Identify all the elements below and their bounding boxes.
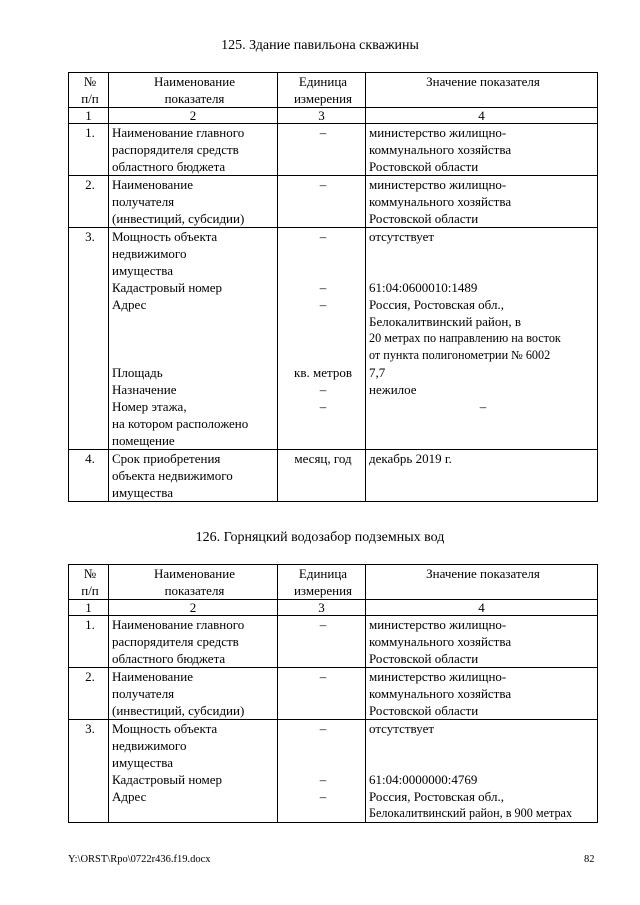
header-text: измерения: [293, 91, 353, 106]
cell-line: министерство жилищно-: [369, 617, 507, 632]
row-number: 3.: [69, 720, 109, 823]
cell-line: (инвестиций, субсидии): [112, 703, 245, 718]
cell-line: –: [319, 399, 327, 414]
header-text: Наименование: [154, 566, 235, 581]
column-number-row: [69, 600, 598, 616]
cell-line: областного бюджета: [112, 159, 226, 174]
cell-line: Россия, Ростовская обл.,: [369, 297, 504, 312]
blank-line: [281, 313, 365, 330]
cell-line: министерство жилищно-: [369, 177, 507, 192]
cell-line: распорядителя средств: [112, 142, 239, 157]
cell-line: –: [319, 772, 327, 787]
header-name: [109, 565, 278, 600]
unit-of-measure: [278, 450, 366, 502]
header-unit: [278, 565, 366, 600]
header-text: Единица: [298, 74, 348, 89]
header-num: [69, 565, 109, 600]
cell-line: областного бюджета: [112, 651, 226, 666]
cell-line: получателя: [112, 686, 175, 701]
table-row: [69, 616, 598, 668]
cell-line: отсутствует: [369, 229, 435, 244]
cell-line: Ростовской области: [369, 211, 479, 226]
column-number: 2: [109, 600, 278, 616]
cell-line: имущества: [112, 755, 173, 770]
cell-line: нежилое: [369, 382, 417, 397]
indicator-value: [366, 668, 598, 720]
unit-of-measure: [278, 176, 366, 228]
indicator-name: [109, 124, 278, 176]
blank-line: [281, 432, 365, 449]
indicator-value: [366, 124, 598, 176]
table-row: [69, 450, 598, 502]
column-number: 1: [69, 108, 109, 124]
cell-line: –: [319, 229, 327, 244]
indicator-value: [366, 176, 598, 228]
row-number: 1.: [69, 616, 109, 668]
header-text: Наименование: [154, 74, 235, 89]
column-number-row: [69, 108, 598, 124]
cell-line: от пункта полигонометрии № 6002: [369, 348, 551, 362]
indicator-value: [366, 450, 598, 502]
cell-line: –: [319, 280, 327, 295]
cell-line: Белокалитвинский район, в 900 метрах: [369, 806, 573, 820]
blank-line: [281, 754, 365, 771]
blank-line: [369, 754, 597, 771]
cell-line: Номер этажа,: [112, 399, 187, 414]
cell-line: распорядителя средств: [112, 634, 239, 649]
cell-line: –: [319, 669, 327, 684]
row-number: 1.: [69, 124, 109, 176]
blank-line: [369, 415, 597, 432]
blank-line: [369, 245, 597, 262]
cell-line: 7,7: [369, 365, 386, 380]
header-value: [366, 73, 598, 108]
cell-line: Адрес: [112, 789, 147, 804]
header-text: п/п: [81, 91, 99, 106]
indicator-name: [109, 616, 278, 668]
unit-of-measure: [278, 124, 366, 176]
indicator-name: [109, 450, 278, 502]
cell-line: Мощность объекта: [112, 721, 218, 736]
cell-line: 61:04:0000000:4769: [369, 772, 478, 787]
column-number: 2: [109, 108, 278, 124]
indicator-value: [366, 228, 598, 450]
cell-line: –: [479, 399, 487, 414]
cell-line: –: [319, 125, 327, 140]
unit-of-measure: [278, 228, 366, 450]
header-text: показателя: [164, 91, 225, 106]
cell-line: на котором расположено: [112, 416, 249, 431]
cell-line: (инвестиций, субсидии): [112, 211, 245, 226]
unit-of-measure: [278, 668, 366, 720]
unit-of-measure: [278, 720, 366, 823]
table-row: [69, 124, 598, 176]
cell-line: коммунального хозяйства: [369, 142, 512, 157]
cell-line: объекта недвижимого: [112, 468, 233, 483]
cell-line: Кадастровый номер: [112, 772, 223, 787]
cell-line: Наименование: [112, 177, 193, 192]
cell-line: коммунального хозяйства: [369, 686, 512, 701]
column-number: 3: [278, 600, 366, 616]
cell-line: недвижимого: [112, 246, 187, 261]
row-number: 4.: [69, 450, 109, 502]
header-text: показателя: [164, 583, 225, 598]
table-row: [69, 176, 598, 228]
cell-line: 61:04:0600010:1489: [369, 280, 478, 295]
header-text: измерения: [293, 583, 353, 598]
header-num: [69, 73, 109, 108]
blank-line: [369, 432, 597, 449]
blank-line: [281, 737, 365, 754]
header-text: Значение показателя: [426, 566, 540, 581]
cell-line: Назначение: [112, 382, 177, 397]
table-header-row: [69, 73, 598, 108]
blank-line: [281, 415, 365, 432]
indicator-name: [109, 176, 278, 228]
cell-line: –: [319, 382, 327, 397]
cell-line: Срок приобретения: [112, 451, 221, 466]
header-name: [109, 73, 278, 108]
cell-line: Кадастровый номер: [112, 280, 223, 295]
table-row: [69, 668, 598, 720]
blank-line: [369, 262, 597, 279]
cell-line: Адрес: [112, 297, 147, 312]
cell-line: декабрь 2019 г.: [369, 451, 452, 466]
section-125-title: 125. Здание павильона скважины: [221, 38, 419, 53]
blank-line: [281, 262, 365, 279]
cell-line: Белокалитвинский район, в: [369, 314, 521, 329]
cell-line: министерство жилищно-: [369, 125, 507, 140]
column-number: 3: [278, 108, 366, 124]
cell-line: 20 метрах по направлению на восток: [369, 331, 561, 345]
cell-line: имущества: [112, 263, 173, 278]
blank-line: [112, 330, 277, 347]
cell-line: коммунального хозяйства: [369, 634, 512, 649]
cell-line: Наименование главного: [112, 125, 245, 140]
blank-line: [281, 805, 365, 822]
blank-line: [369, 737, 597, 754]
cell-line: –: [319, 789, 327, 804]
column-number: 4: [366, 600, 598, 616]
indicator-name: [109, 228, 278, 450]
table-row: [69, 720, 598, 823]
cell-line: Россия, Ростовская обл.,: [369, 789, 504, 804]
header-text: п/п: [81, 583, 99, 598]
table-section-125: [68, 72, 598, 502]
indicator-name: [109, 668, 278, 720]
header-unit: [278, 73, 366, 108]
footer-page-number: 82: [584, 854, 595, 865]
cell-line: Ростовской области: [369, 159, 479, 174]
blank-line: [281, 330, 365, 347]
cell-line: Ростовской области: [369, 651, 479, 666]
indicator-value: [366, 616, 598, 668]
blank-line: [112, 347, 277, 364]
cell-line: имущества: [112, 485, 173, 500]
cell-line: Наименование главного: [112, 617, 245, 632]
cell-line: недвижимого: [112, 738, 187, 753]
cell-line: отсутствует: [369, 721, 435, 736]
header-text: №: [83, 566, 97, 581]
cell-line: –: [319, 177, 327, 192]
table-row: [69, 228, 598, 450]
cell-line: министерство жилищно-: [369, 669, 507, 684]
row-number: 2.: [69, 176, 109, 228]
blank-line: [112, 805, 277, 822]
blank-line: [112, 313, 277, 330]
cell-line: Площадь: [112, 365, 163, 380]
header-text: Единица: [298, 566, 348, 581]
column-number: 4: [366, 108, 598, 124]
header-text: Значение показателя: [426, 74, 540, 89]
cell-line: кв. метров: [294, 365, 352, 380]
row-number: 2.: [69, 668, 109, 720]
cell-line: помещение: [112, 433, 175, 448]
cell-line: коммунального хозяйства: [369, 194, 512, 209]
row-number: 3.: [69, 228, 109, 450]
header-text: №: [83, 74, 97, 89]
unit-of-measure: [278, 616, 366, 668]
cell-line: –: [319, 721, 327, 736]
cell-line: месяц, год: [294, 451, 352, 466]
cell-line: –: [319, 297, 327, 312]
section-126-title: 126. Горняцкий водозабор подземных вод: [195, 530, 445, 545]
table-header-row: [69, 565, 598, 600]
blank-line: [281, 347, 365, 364]
header-value: [366, 565, 598, 600]
cell-line: –: [319, 617, 327, 632]
table-section-126: [68, 564, 598, 823]
indicator-value: [366, 720, 598, 823]
column-number: 1: [69, 600, 109, 616]
cell-line: Мощность объекта: [112, 229, 218, 244]
cell-line: Наименование: [112, 669, 193, 684]
cell-line: получателя: [112, 194, 175, 209]
indicator-name: [109, 720, 278, 823]
footer-file-path: Y:\ORST\Rpo\0722r436.f19.docx: [68, 854, 211, 865]
cell-line: Ростовской области: [369, 703, 479, 718]
blank-line: [281, 245, 365, 262]
